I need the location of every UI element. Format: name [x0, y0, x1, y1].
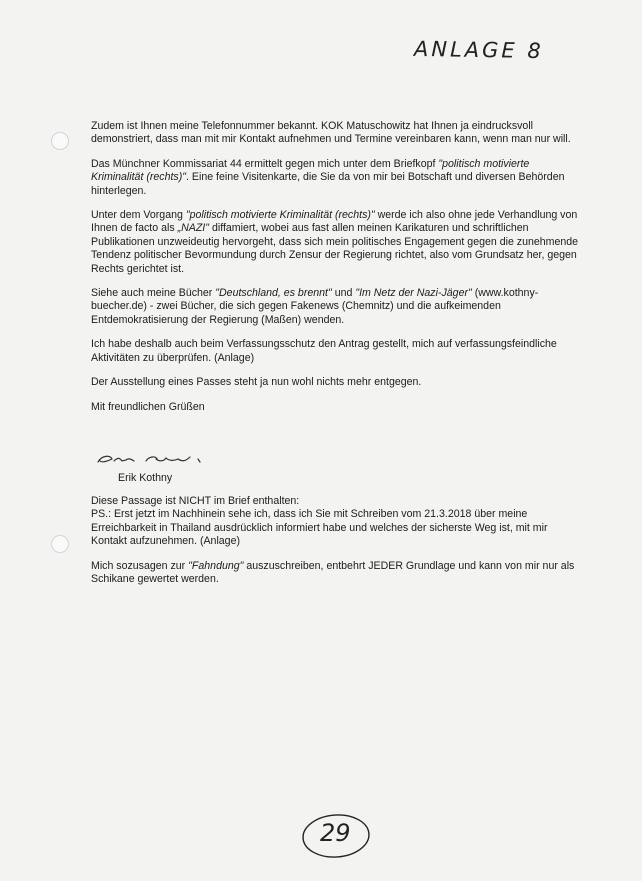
closing-greeting: Mit freundlichen Grüßen: [91, 400, 205, 413]
handwritten-signature: [94, 449, 204, 469]
letter-body: [91, 120, 581, 425]
passage-note: Diese Passage ist NICHT im Brief enthalten:: [91, 495, 300, 507]
punch-hole-top: [51, 132, 69, 150]
postscript-paragraph: PS.: Erst jetzt im Nachhinein sehe ich, dass ich Sie mit Schreiben vom 21.3.2018 über meine Erreichbarkeit in Thailand ausdrücklich informiert habe und welches der sicherste Weg ist, mit mir Kontakt aufzunehmen. (Anlage): [91, 508, 548, 548]
paragraph-books: Siehe auch meine Bücher "Deutschland, es brennt" und "Im Netz der Nazi-Jäger" (www.kothny-buecher.de) - zwei Bücher, die sich gegen Fakenews (Chemnitz) und die aufkeimenden Entdemokratisierung der Regierung (Maßen) wenden.: [91, 287, 539, 326]
paragraph-phone: Zudem ist Ihnen meine Telefonnummer bekannt. KOK Matuschowitz hat Ihnen ja eindrucksvoll demonstriert, dass man mit mir Kontakt aufnehmen und Termine vereinbaren kann, wenn man nur will.: [91, 120, 571, 146]
page-number: 29: [320, 819, 351, 847]
signature-name: Erik Kothny: [118, 472, 173, 484]
paragraph-passport: Der Ausstellung eines Passes steht ja nun wohl nichts mehr entgegen.: [91, 376, 422, 389]
annex-label: ANLAGE 8: [413, 36, 544, 64]
fahndung-paragraph: Mich sozusagen zur "Fahndung" auszuschreiben, entbehrt JEDER Grundlage und kann von mir nur als Schikane gewertet werden.: [91, 559, 575, 586]
punch-hole-bottom: [51, 535, 69, 553]
paragraph-verfassungsschutz: Ich habe deshalb auch beim Verfassungsschutz den Antrag gestellt, mich auf verfassungsfeindliche Aktivitäten zu überprüfen. (Anlage): [91, 338, 557, 364]
postscript-block: [91, 495, 581, 597]
paragraph-kommissariat: Das Münchner Kommissariat 44 ermittelt gegen mich unter dem Briefkopf "politisch motivierte Kriminalität (rechts)". Eine feine Visitenkarte, die Sie da von mir bei Botschaft und diversen Behörden hinterlegen.: [91, 157, 565, 197]
paragraph-vorgang: Unter dem Vorgang "politisch motivierte Kriminalität (rechts)" werde ich also ohne jede Verhandlung von Ihnen de facto als „NAZI" diffamiert, wobei aus fast allen meinen Karikaturen und schriftlichen Publikationen unzweideutig hervorgeht, dass sich mein politisches Engagement gegen die zunehmende Tendenz politischer Bevormundung durch Zensur der Regierung richtet, also vom Grundsatz her, gegen Rechts gerichtet ist.: [91, 209, 579, 275]
